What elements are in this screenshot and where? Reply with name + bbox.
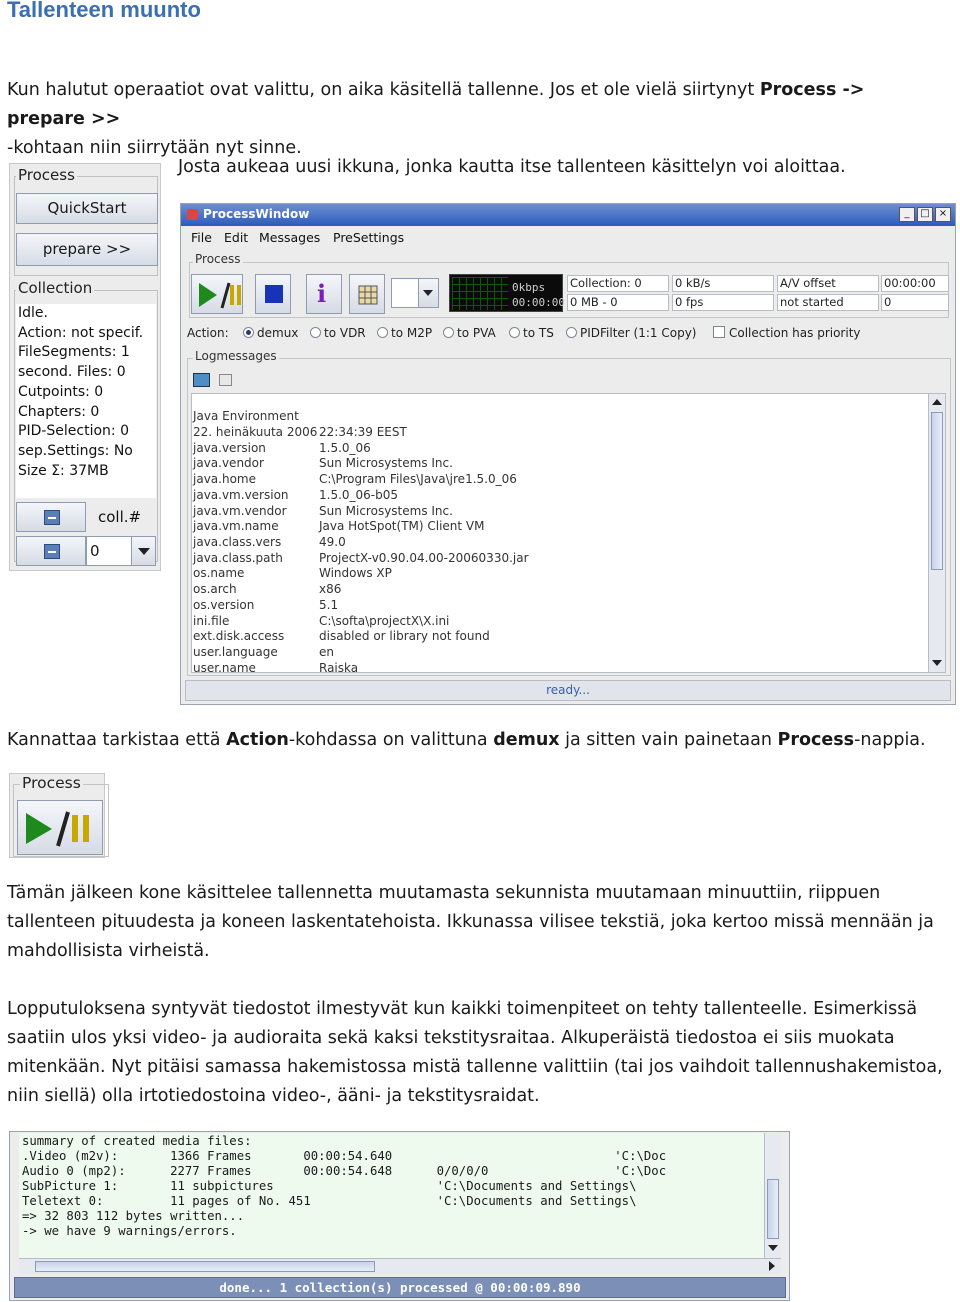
- checkbox-label: Collection has priority: [729, 326, 861, 340]
- window-note: Josta aukeaa uusi ikkuna, jonka kautta itse tallenteen käsittelyn voi aloittaa.: [178, 157, 846, 177]
- radio-label: to PVA: [457, 326, 496, 340]
- coll-label: coll.#: [98, 508, 142, 526]
- summary-line: -> we have 9 warnings/errors.: [22, 1224, 237, 1238]
- info-line: Action: not specif.: [18, 324, 144, 341]
- monitor-rate: 0kbps: [512, 281, 546, 294]
- output-select[interactable]: [391, 278, 439, 308]
- summary-line: .Video (m2v): 1366 Frames 00:00:54.640 'C:\Doc: [22, 1149, 667, 1163]
- intro-bold: Process -> prepare >>: [7, 80, 865, 129]
- remove-collection-button[interactable]: [16, 536, 86, 566]
- status-bar: ready...: [185, 680, 951, 701]
- collection-info: [16, 304, 156, 498]
- scrollbar-thumb[interactable]: [35, 1261, 375, 1272]
- radio-icon: [509, 327, 520, 338]
- log-view-icon[interactable]: [193, 373, 210, 387]
- grid-icon: [350, 275, 386, 315]
- close-icon[interactable]: ×: [935, 207, 951, 222]
- collection-panel-screenshot: [9, 163, 161, 571]
- summary-line: => 32 803 112 bytes written...: [22, 1209, 245, 1223]
- process-play-button[interactable]: [191, 274, 243, 314]
- prepare-button[interactable]: prepare >>: [16, 233, 158, 266]
- process-section-label: Process: [195, 252, 241, 266]
- radio-label: PIDFilter (1:1 Copy): [580, 326, 697, 340]
- app-icon: [187, 209, 198, 220]
- maximize-icon[interactable]: □: [917, 207, 933, 222]
- radio-to-vdr[interactable]: [310, 326, 366, 340]
- log-scrollbar[interactable]: [928, 394, 945, 672]
- process-button-screenshot: [9, 773, 105, 858]
- minus-icon: [44, 544, 60, 559]
- radio-to-ts[interactable]: [509, 326, 554, 340]
- result-note: Lopputuloksena syntyvät tiedostot ilmestyvät kun kaikki toimenpiteet on tehty tallenteelle. Esimerkissä saatiin ulos yksi video- ja audioraita sekä kaksi tekstitysraitaa. Alkuperäistä tiedostoa ei siis muokata mitenkään. Nyt pitäisi samassa hakemistossa mistä tallenne valittiin (tai jos vaihdoit tallennushakemistoa, niin siellä) olla irtotiedostoina video-, ääni- ja tekstitysraidat.: [7, 999, 943, 1106]
- process-label: Process: [22, 774, 81, 792]
- action-note: Kannattaa tarkistaa että Action-kohdassa on valittuna demux ja sitten vain painetaan Process-nappia.: [7, 730, 926, 750]
- window-title: ProcessWindow: [203, 207, 310, 221]
- stat-mb: 0 MB - 0: [567, 294, 669, 311]
- scroll-down-icon[interactable]: [768, 1245, 778, 1251]
- info-button[interactable]: [306, 274, 342, 314]
- throughput-monitor: [449, 274, 563, 312]
- summary-hscroll[interactable]: [19, 1258, 781, 1274]
- summary-line: summary of created media files:: [22, 1134, 252, 1148]
- collection-select-value: 0: [90, 542, 100, 560]
- stop-button[interactable]: [255, 274, 291, 314]
- radio-icon: [566, 327, 577, 338]
- summary-vscroll[interactable]: [764, 1133, 781, 1258]
- info-line: Cutpoints: 0: [18, 383, 104, 400]
- radio-selected-icon: [243, 327, 254, 338]
- priority-checkbox[interactable]: [713, 326, 861, 340]
- log-area[interactable]: Java Environment 22. heinäkuuta 2006 22:34:39 EEST java.version 1.5.0_06 java.vendor Sun Microsystems Inc. java.home C:\Program Files\Java\jre1.5.0_06 java.vm.version 1.5.0_06-b05 java.vm.vendor Sun Microsystems Inc. java.vm.name Java HotSpot(TM) Client VM java.class.vers 49.0 java.class.path ProjectX-v0.90.04.00-20060330.jar os.name Windows XP os.arch x86 os.version 5.1 ini.file C:\softa\projectX\X.ini ext.disk.access disabled or library not found user.language en user.name Raiska: [191, 393, 946, 673]
- summary-screenshot: [9, 1131, 790, 1301]
- radio-to-m2p[interactable]: [377, 326, 432, 340]
- grid-button[interactable]: [349, 274, 385, 314]
- scroll-up-icon[interactable]: [932, 399, 942, 405]
- intro-paragraph: [7, 76, 927, 163]
- summary-line: Audio 0 (mp2): 2277 Frames 00:00:54.648 0/0/0/0 'C:\Doc: [22, 1164, 667, 1178]
- scrollbar-thumb[interactable]: [931, 412, 943, 570]
- stat-not-started: not started: [777, 294, 879, 311]
- title-bar: [181, 204, 955, 226]
- info-icon: i: [317, 279, 327, 308]
- checkbox-icon: [713, 326, 725, 338]
- info-line: sep.Settings: No: [18, 442, 133, 459]
- radio-demux[interactable]: [243, 326, 298, 340]
- info-line: PID-Selection: 0: [18, 423, 129, 440]
- radio-pidfilter[interactable]: [566, 326, 696, 340]
- process-button[interactable]: [17, 800, 103, 855]
- scrollbar-thumb[interactable]: [767, 1179, 779, 1239]
- info-line: Size Σ: 37MB: [18, 462, 109, 479]
- process-group-label: Process: [18, 166, 75, 184]
- logmessages-label: Logmessages: [195, 349, 277, 363]
- stop-icon: [265, 285, 283, 303]
- intro-text-1: Kun halutut operaatiot ovat valittu, on aika käsitellä tallenne. Jos et ole vielä siirtynyt: [7, 80, 760, 100]
- stat-collection: Collection: 0: [567, 275, 669, 292]
- collection-group-label: Collection: [18, 279, 93, 297]
- radio-label: to TS: [523, 326, 554, 340]
- log-clear-icon[interactable]: [219, 374, 232, 386]
- quickstart-button[interactable]: QuickStart: [16, 193, 158, 224]
- stat-zero: 0: [881, 294, 949, 311]
- stat-time: 00:00:00: [881, 275, 949, 292]
- info-line: Chapters: 0: [18, 403, 100, 420]
- menu-edit[interactable]: Edit: [224, 230, 249, 245]
- minimize-icon[interactable]: _: [899, 207, 915, 222]
- radio-icon: [443, 327, 454, 338]
- radio-label: to M2P: [391, 326, 433, 340]
- stat-av-offset: A/V offset: [777, 275, 879, 292]
- scroll-down-icon[interactable]: [932, 660, 942, 666]
- add-collection-button[interactable]: [16, 502, 86, 532]
- radio-icon: [377, 327, 388, 338]
- summary-line: SubPicture 1: 11 subpictures 'C:\Documents and Settings\: [22, 1179, 637, 1193]
- stat-kbs: 0 kB/s: [672, 275, 774, 292]
- radio-label: to VDR: [324, 326, 366, 340]
- summary-status-bar: done... 1 collection(s) processed @ 00:00:09.890: [14, 1277, 786, 1298]
- monitor-time: 00:00:00: [512, 296, 565, 309]
- menu-file[interactable]: File: [191, 230, 212, 245]
- chevron-down-icon[interactable]: [131, 537, 155, 565]
- menu-messages[interactable]: Messages: [259, 230, 321, 245]
- info-line: FileSegments: 1: [18, 344, 130, 361]
- menu-presettings[interactable]: PreSettings: [333, 230, 405, 245]
- radio-icon: [310, 327, 321, 338]
- process-window-screenshot: [180, 203, 956, 705]
- info-line: second. Files: 0: [18, 364, 126, 381]
- radio-label: demux: [257, 326, 299, 340]
- info-line: Idle.: [18, 305, 48, 321]
- play-pause-icon: [18, 801, 104, 856]
- processing-note: Tämän jälkeen kone käsittelee tallennetta muutamasta sekunnista muutamaan minuuttiin, riippuen tallenteen pituudesta ja koneen laskentatehoista. Ikkunassa vilisee tekstiä, joka kertoo missä mennään ja mahdollisista virheistä.: [7, 883, 934, 961]
- collection-select[interactable]: [86, 536, 156, 566]
- chevron-down-icon[interactable]: [418, 279, 438, 307]
- intro-text-2: -kohtaan niin siirrytään nyt sinne.: [7, 138, 302, 158]
- page-title: Tallenteen muunto: [7, 0, 201, 22]
- summary-text-area[interactable]: [19, 1133, 764, 1258]
- summary-line: Teletext 0: 11 pages of No. 451 'C:\Documents and Settings\: [22, 1194, 637, 1208]
- play-pause-icon: [192, 275, 244, 315]
- stat-fps: 0 fps: [672, 294, 774, 311]
- action-label: Action:: [187, 326, 229, 340]
- scroll-right-icon[interactable]: [769, 1261, 775, 1271]
- plus-icon: [44, 510, 60, 525]
- radio-to-pva[interactable]: [443, 326, 496, 340]
